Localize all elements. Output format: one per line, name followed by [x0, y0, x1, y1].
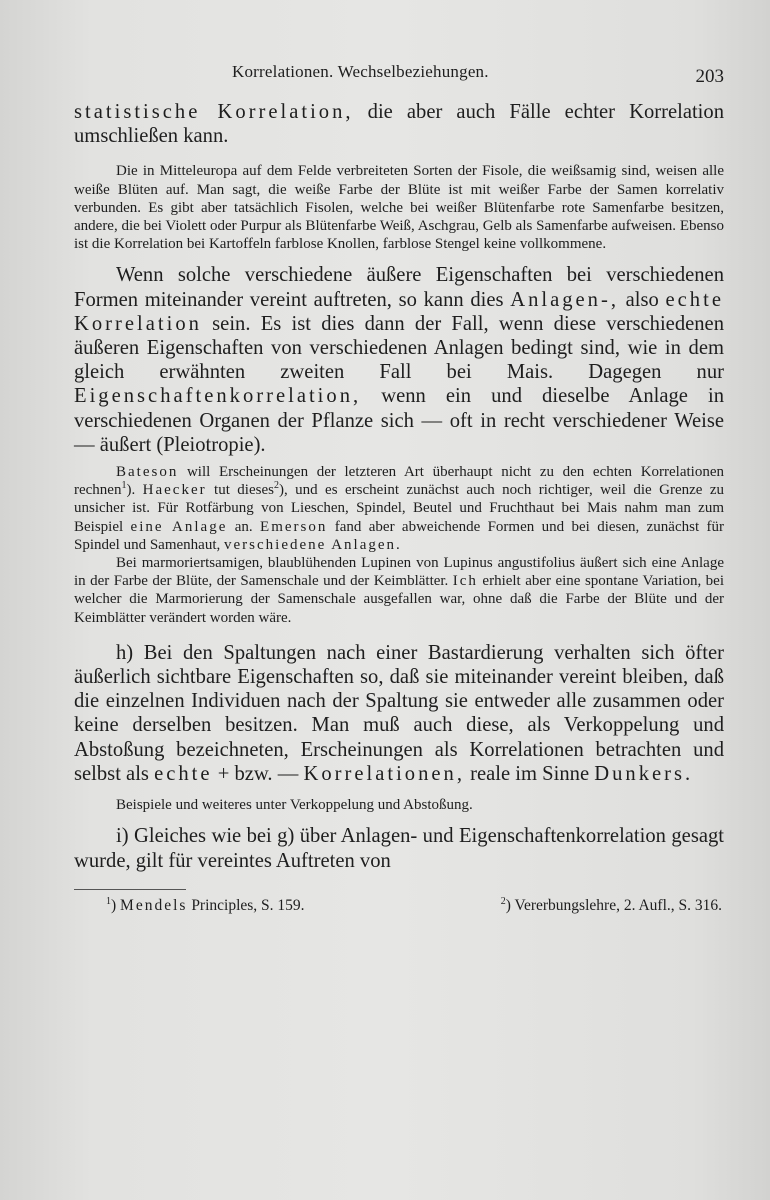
footnote-1: $^1$) Mendels Principles, S. 159. — [106, 895, 305, 914]
spaced-term: eine Anlage — [130, 518, 228, 535]
note-text: , und es erscheint zunächst auch noch richtiger, weil die Grenze zu unsicher ist. Für Rotfärbung von Lieschen, Spindel, Beutel und Fruchthaut bei Mais nahm man zum Beispiel — [74, 482, 724, 535]
footnote-rule — [74, 889, 186, 890]
paragraph-text: also — [618, 288, 666, 311]
paragraph-i: i) Gleiches wie bei g) über Anlagen- und Eigenschaftenkorrelation gesagt wurde, gilt für vereintes Auftreten von — [74, 825, 724, 872]
spaced-term: Anlagen-, — [510, 288, 619, 311]
note-text: erhielt aber eine spontane Variation, bei welcher die Marmorierung der Samenschale ausgefallen war, ohne daß die Farbe der Blüte und der Keimblätter verändert worden wäre. — [74, 573, 724, 626]
spaced-term: verschiedene Anlagen. — [224, 536, 402, 553]
footnotes — [74, 896, 724, 916]
spaced-name: Dunkers. — [594, 762, 694, 785]
spaced-term: Ich — [452, 573, 478, 590]
note-text: an. — [227, 518, 261, 535]
page-content — [74, 60, 724, 916]
footnote-ref[interactable]: 2 — [273, 480, 279, 492]
paragraph-text: wenn ein und dieselbe Anlage in verschiedenen Organen der Pflanze sich — oft in recht verschiedener Weise — äußert (Pleiotropie). — [74, 385, 724, 456]
paragraph-h — [74, 641, 724, 786]
footnote-text: Principles, S. 159. — [187, 896, 305, 914]
footnote-mark: 2 — [500, 895, 506, 907]
note-text: Bei marmoriertsamigen, blaublühenden Lupinen von Lupinus angustifolius äußert sich eine Anlage in der Farbe der Blüte, der Samenschale und der Keimblätter. — [74, 555, 724, 590]
footnote-mark: 1 — [106, 895, 111, 907]
spaced-term: statistische Korrelation, — [74, 101, 354, 123]
spaced-name: Bateson — [116, 464, 179, 481]
paragraph-text: + bzw. — — [212, 762, 304, 785]
footnote-text: Vererbungslehre, 2. Aufl., S. 316. — [510, 896, 722, 914]
spaced-term: echte — [154, 762, 213, 785]
footnote-ref[interactable]: 1 — [121, 480, 127, 492]
note-bateson: Bateson will Erscheinungen der letzteren Art überhaupt nicht zu den echten Korrelationen rechnen$^1$). Haecker tut dieses$^2$), und es erscheint zunächst auch noch richtiger, weil die Grenze zu unsicher ist. Für Rotfärbung von Lieschen, Spindel, Beutel und Fruchthaut bei Mais nahm man zum Beispiel eine Anlage an. Emerson fand aber abweichende Formen und bei diesen, zunächst für Spindel und Samenhaut, verschiedene Anlagen. — [74, 464, 724, 553]
spaced-name: Mendels — [120, 896, 188, 914]
page-number: 203 — [695, 66, 724, 87]
spaced-term: Eigenschaftenkorrelation, — [74, 385, 362, 408]
paragraph-text: h) Bei den Spaltungen nach einer Bastardierung verhalten sich öfter äußerlich sichtbare Eigenschaften so, daß sie miteinander vereint bleiben, daß die einzelnen Individuen nach der Spaltung sie entweder alle zusammen oder keine derselben besitzen. Man muß auch diese, als Verkoppelung und Abstoßung bezeichneten, Erscheinungen als Korrelationen betrachten und selbst als — [74, 641, 724, 785]
note-beispiele: Beispiele und weiteres unter Verkoppelung und Abstoßung. — [116, 797, 473, 814]
paragraph-text: Wenn solche verschiedene äußere Eigenschaften bei verschiedenen Formen miteinander vereint auftreten, so kann dies — [74, 264, 724, 311]
spaced-term: Korrelationen, — [303, 762, 465, 785]
note-lupinen — [74, 554, 724, 627]
note-text: tut dieses — [206, 482, 274, 499]
paragraph-continuation — [74, 100, 724, 148]
paragraph-text: reale im Sinne — [464, 762, 595, 785]
spaced-term: echte Korrelation — [74, 288, 724, 335]
paragraph-anlagen — [74, 263, 724, 457]
running-title: Korrelationen. Wechselbeziehungen. — [232, 62, 489, 81]
example-fisole: Die in Mitteleuropa auf dem Felde verbreiteten Sorten der Fisole, die weißsamig sind, weisen alle weiße Blüten auf. Man sagt, die weiße Farbe der Blüte ist mit weißer Farbe der Samen korrelativ verbunden. Es gibt aber tatsächlich Fisolen, welche bei weißer Blütenfarbe rote Samenfarbe besitzen, andere, die bei Violett oder Purpur als Blütenfarbe Weiß, Aschgrau, Gelb als Samenfarbe aufweisen. Ebenso ist die Korrelation bei Kartoffeln farblose Knollen, farblose Stengel keine vollkommene. — [74, 163, 724, 253]
footnote-2: $^2$) Vererbungslehre, 2. Aufl., S. 316. — [500, 895, 722, 914]
paragraph-text: sein. Es ist dies dann der Fall, wenn diese verschiedenen äußeren Eigenschaften von verschiedenen Anlagen bedingt sind, wie in dem gleich erwähnten zweiten Fall bei Mais. Dagegen nur — [74, 312, 724, 384]
paragraph-text: die aber auch Fälle echter Korrelation umschließen kann. — [74, 101, 724, 148]
running-header — [74, 60, 724, 100]
spaced-name: Emerson — [260, 518, 328, 535]
note-text: . — [131, 482, 143, 499]
spaced-name: Haecker — [142, 482, 207, 499]
note-text: fand aber abweichende Formen und bei diesen, zunächst für Spindel und Samenhaut, — [74, 518, 724, 553]
note-text: will Erscheinungen der letzteren Art überhaupt nicht zu den echten Korrelationen rechnen — [74, 464, 724, 499]
